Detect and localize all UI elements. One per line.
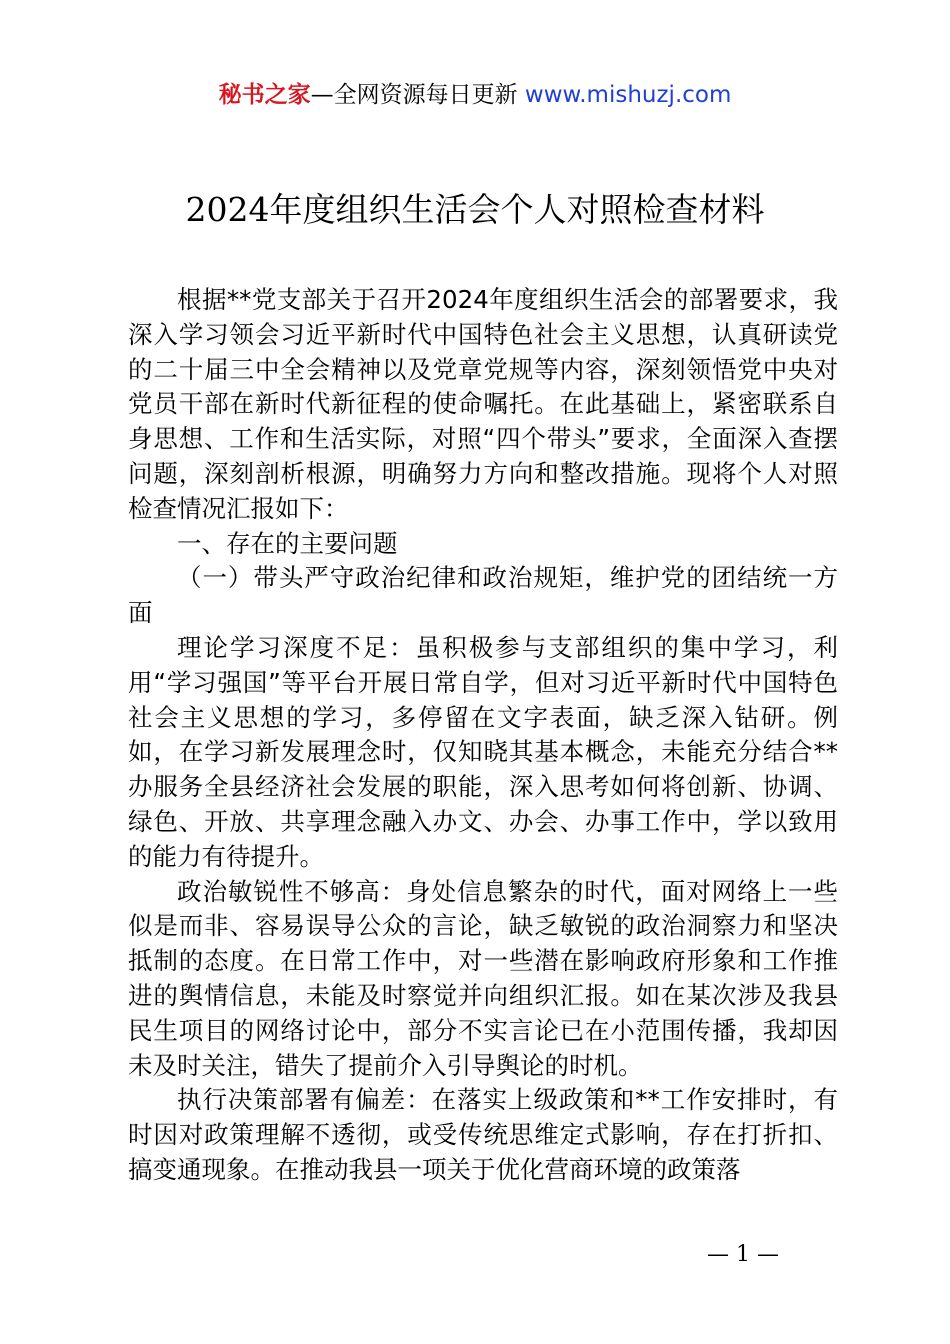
watermark-header [0,80,950,110]
body-paragraph: 执行决策部署有偏差：在落实上级政策和**工作安排时，有时因对政策理解不透彻，或受传统思维定式影响，存在打折扣、搞变通现象。在推动我县一项关于优化营商环境的政策落 [128,1085,838,1184]
brand-name: 秘书之家 [218,82,311,108]
header-url-link[interactable]: www.mishuzj.com [524,82,732,108]
subsection-heading: （一）带头严守政治纪律和政治规矩，维护党的团结统一方面 [128,563,838,628]
document-body [128,283,838,1188]
page-number: — 1 — [707,1242,779,1267]
section-heading: 一、存在的主要问题 [177,528,398,558]
header-tagline: —全网资源每日更新 [310,82,525,108]
body-paragraph: 理论学习深度不足：虽积极参与支部组织的集中学习，利用“学习强国”等平台开展日常自学，但对习近平新时代中国特色社会主义思想的学习，多停留在文字表面，缺乏深入钻研。例如，在学习新发展理念时，仅知晓其基本概念，未能充分结合**办服务全县经济社会发展的职能，深入思考如何将创新、协调、绿色、开放、共享理念融入办文、办会、办事工作中，学以致用的能力有待提升。 [128,632,838,871]
body-paragraph: 政治敏锐性不够高：身处信息繁杂的时代，面对网络上一些似是而非、容易误导公众的言论，缺乏敏锐的政治洞察力和坚决抵制的态度。在日常工作中，对一些潜在影响政府形象和工作推进的舆情信息，未能及时察觉并向组织汇报。如在某次涉及我县民生项目的网络讨论中，部分不实言论已在小范围传播，我却因未及时关注，错失了提前介入引导舆论的时机。 [128,876,838,1080]
document-title: 2024年度组织生活会个人对照检查材料 [185,190,765,229]
intro-paragraph: 根据**党支部关于召开2024年度组织生活会的部署要求，我深入学习领会习近平新时代中国特色社会主义思想，认真研读党的二十届三中全会精神以及党章党规等内容，深刻领悟党中央对党员干部在新时代新征程的使命嘱托。在此基础上，紧密联系自身思想、工作和生活实际，对照“四个带头”要求，全面深入查摆问题，深刻剖析根源，明确努力方向和整改措施。现将个人对照检查情况汇报如下： [128,285,838,523]
